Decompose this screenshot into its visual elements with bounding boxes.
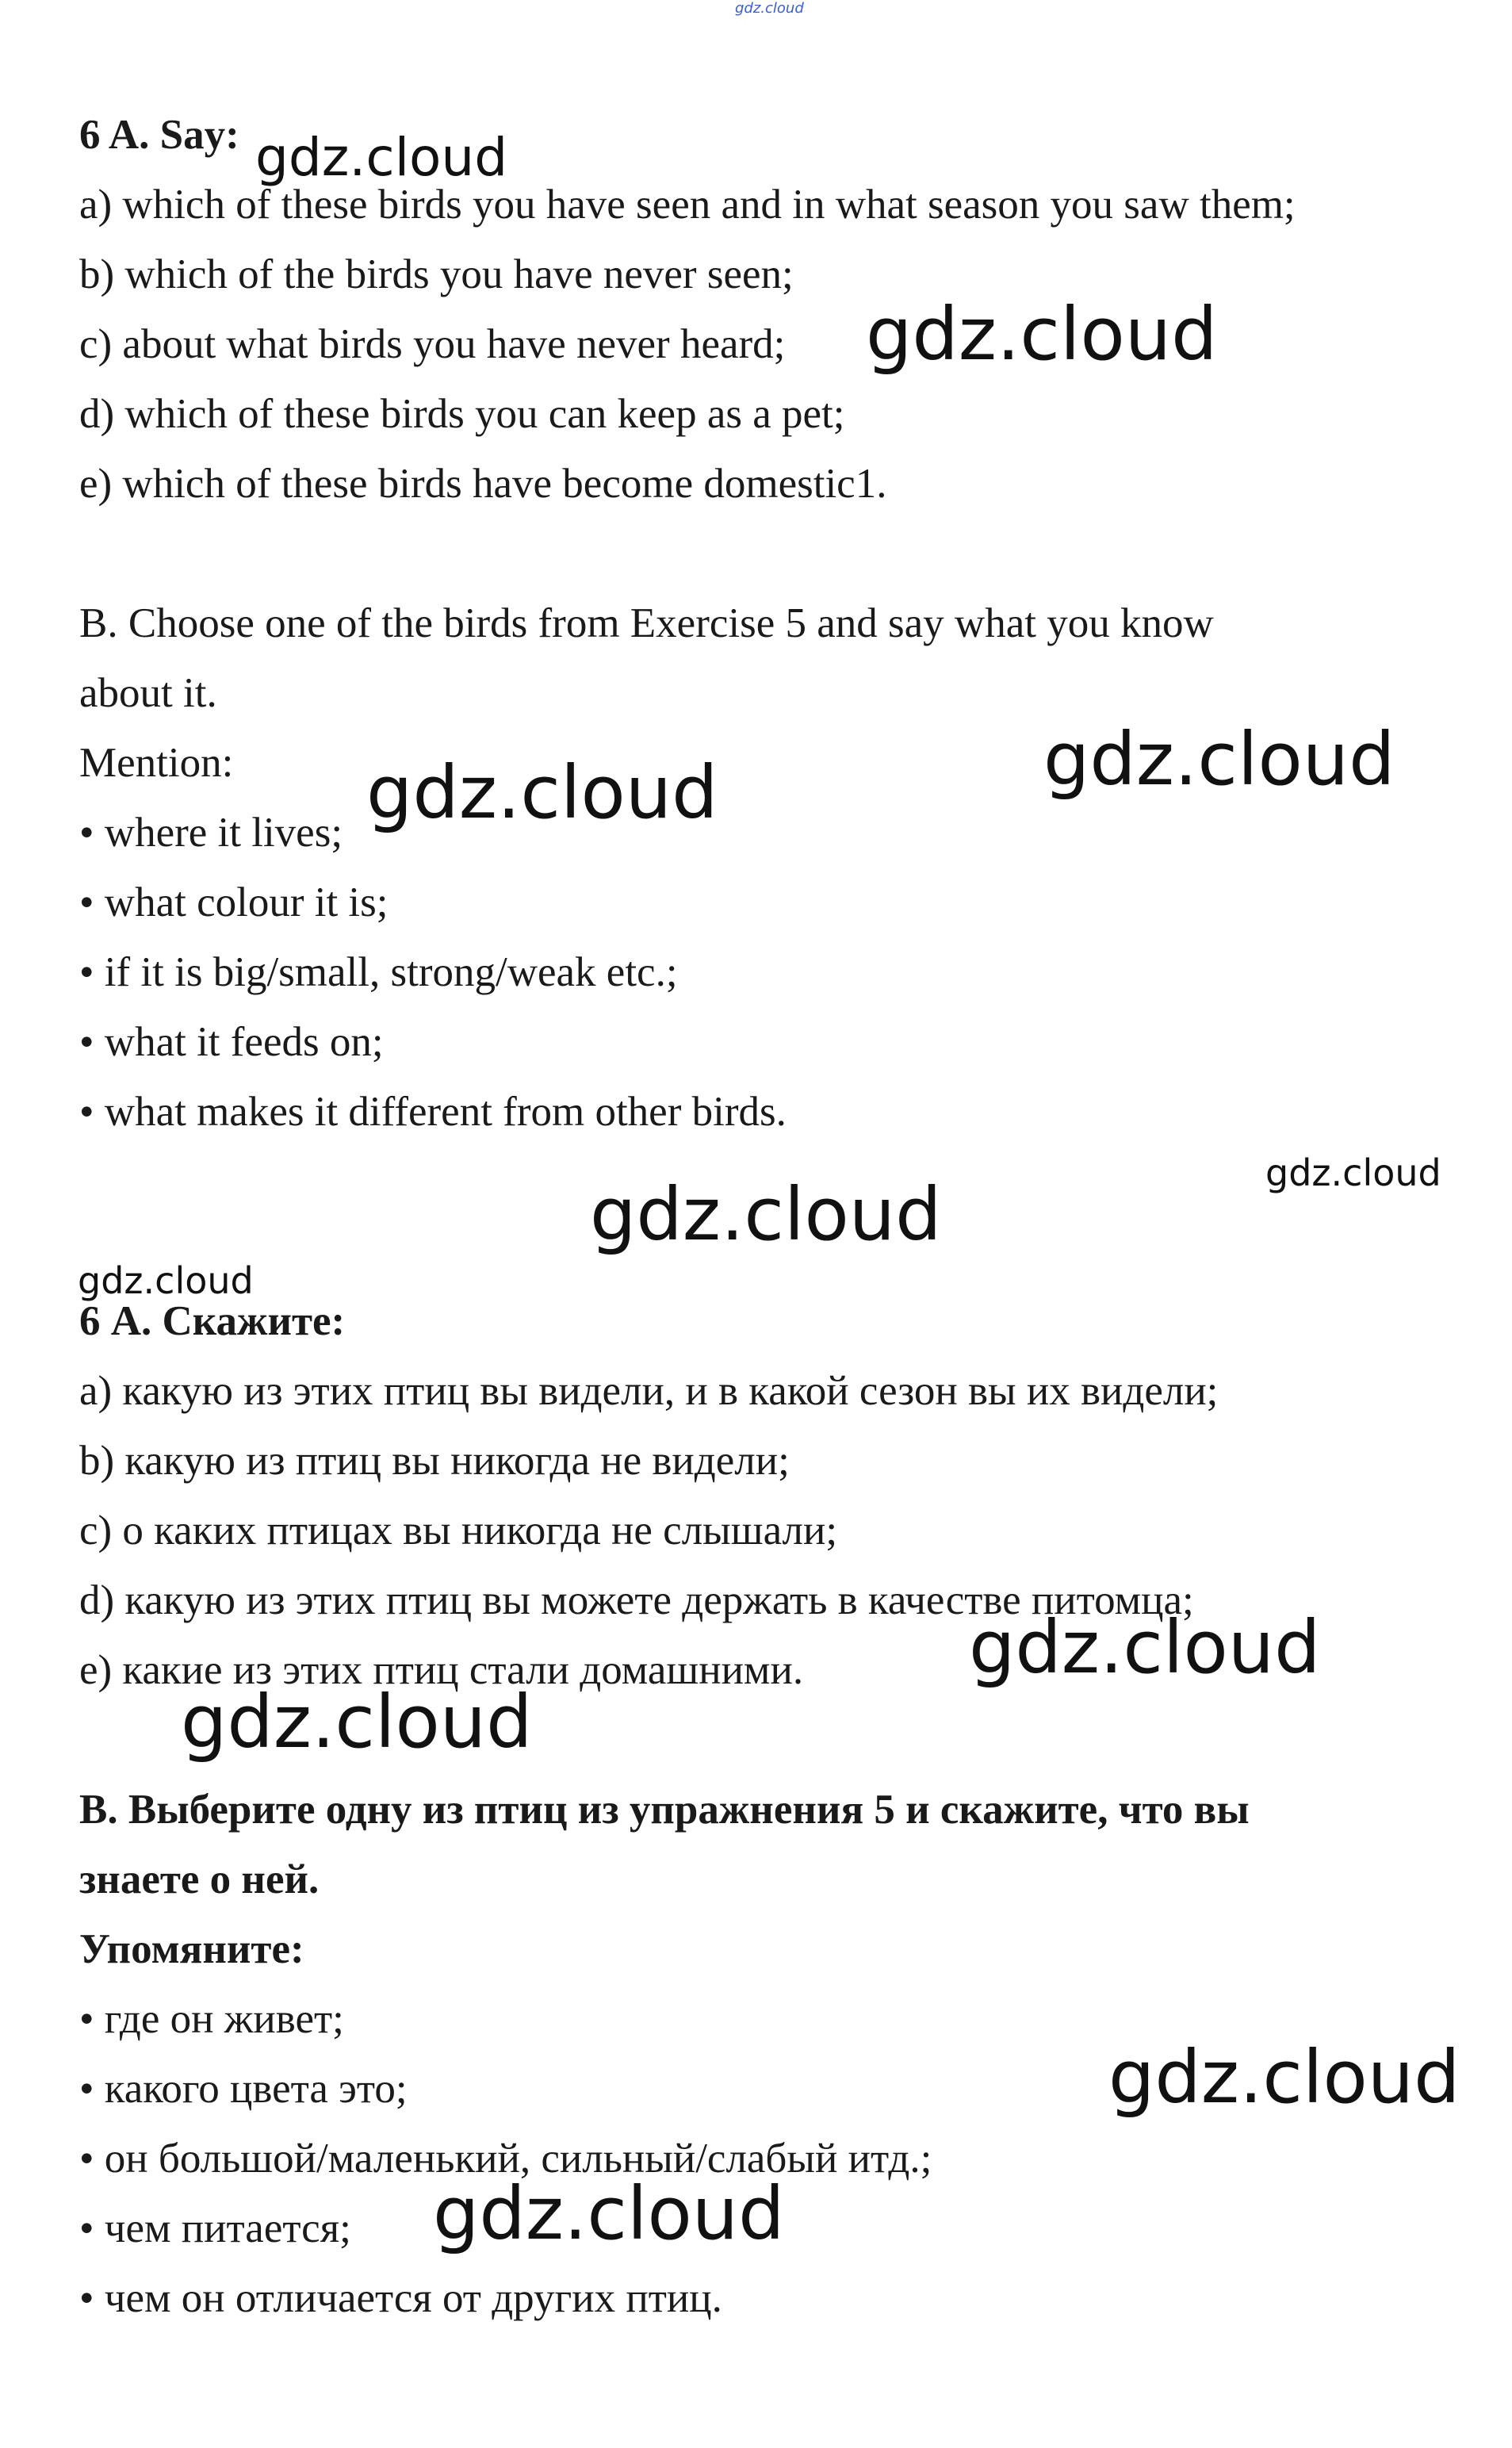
watermark: gdz.cloud	[181, 1680, 533, 1764]
english-exercise-a-title: 6 A. Say:	[79, 112, 239, 158]
russian-bullet-4: • чем питается;	[79, 2205, 351, 2251]
russian-mention-heading: Упомяните:	[79, 1926, 304, 1972]
watermark: gdz.cloud	[1108, 2035, 1460, 2120]
watermark-top: gdz.cloud	[735, 0, 804, 17]
watermark: gdz.cloud	[78, 1259, 254, 1302]
russian-item-c: c) о каких птицах вы никогда не слышали;	[79, 1507, 838, 1553]
watermark: gdz.cloud	[1265, 1151, 1441, 1194]
russian-item-d: d) какую из этих птиц вы можете держать в качестве питомца;	[79, 1577, 1194, 1623]
english-bullet-5: • what makes it different from other birds.	[79, 1089, 787, 1135]
english-bullet-4: • what it feeds on;	[79, 1019, 384, 1065]
english-exercise-b-line1: B. Choose one of the birds from Exercise 5 and say what you know	[79, 600, 1214, 646]
watermark: gdz.cloud	[590, 1172, 942, 1257]
english-mention-heading: Mention:	[79, 740, 234, 786]
english-exercise-b-line2: about it.	[79, 670, 217, 716]
english-item-b: b) which of the birds you have never seen;	[79, 251, 794, 297]
russian-item-b: b) какую из птиц вы никогда не видели;	[79, 1438, 790, 1484]
russian-exercise-a-title: 6 А. Скажите:	[79, 1298, 346, 1344]
russian-bullet-1: • где он живет;	[79, 1996, 344, 2042]
watermark: gdz.cloud	[1043, 717, 1395, 802]
english-bullet-1: • where it lives;	[79, 810, 343, 856]
english-bullet-3: • if it is big/small, strong/weak etc.;	[79, 949, 678, 995]
watermark: gdz.cloud	[866, 292, 1218, 377]
watermark: gdz.cloud	[255, 127, 508, 188]
watermark: gdz.cloud	[969, 1605, 1321, 1690]
russian-bullet-3: • он большой/маленький, сильный/слабый итд.;	[79, 2136, 932, 2182]
english-item-a: a) which of these birds you have seen and in what season you saw them;	[79, 182, 1296, 228]
russian-bullet-2: • какого цвета это;	[79, 2066, 408, 2112]
english-item-e: e) which of these birds have become domestic1.	[79, 461, 887, 507]
watermark: gdz.cloud	[366, 750, 718, 835]
english-bullet-2: • what colour it is;	[79, 879, 389, 925]
russian-item-e: e) какие из этих птиц стали домашними.	[79, 1647, 804, 1693]
russian-exercise-b-line1: В. Выберите одну из птиц из упражнения 5 и скажите, что вы	[79, 1787, 1250, 1833]
watermark: gdz.cloud	[433, 2171, 785, 2256]
russian-exercise-b-line2: знаете о ней.	[79, 1856, 320, 1902]
english-item-c: c) about what birds you have never heard;	[79, 321, 786, 367]
russian-bullet-5: • чем он отличается от других птиц.	[79, 2275, 722, 2321]
russian-item-a: a) какую из этих птиц вы видели, и в какой сезон вы их видели;	[79, 1368, 1219, 1414]
english-item-d: d) which of these birds you can keep as a pet;	[79, 391, 845, 437]
